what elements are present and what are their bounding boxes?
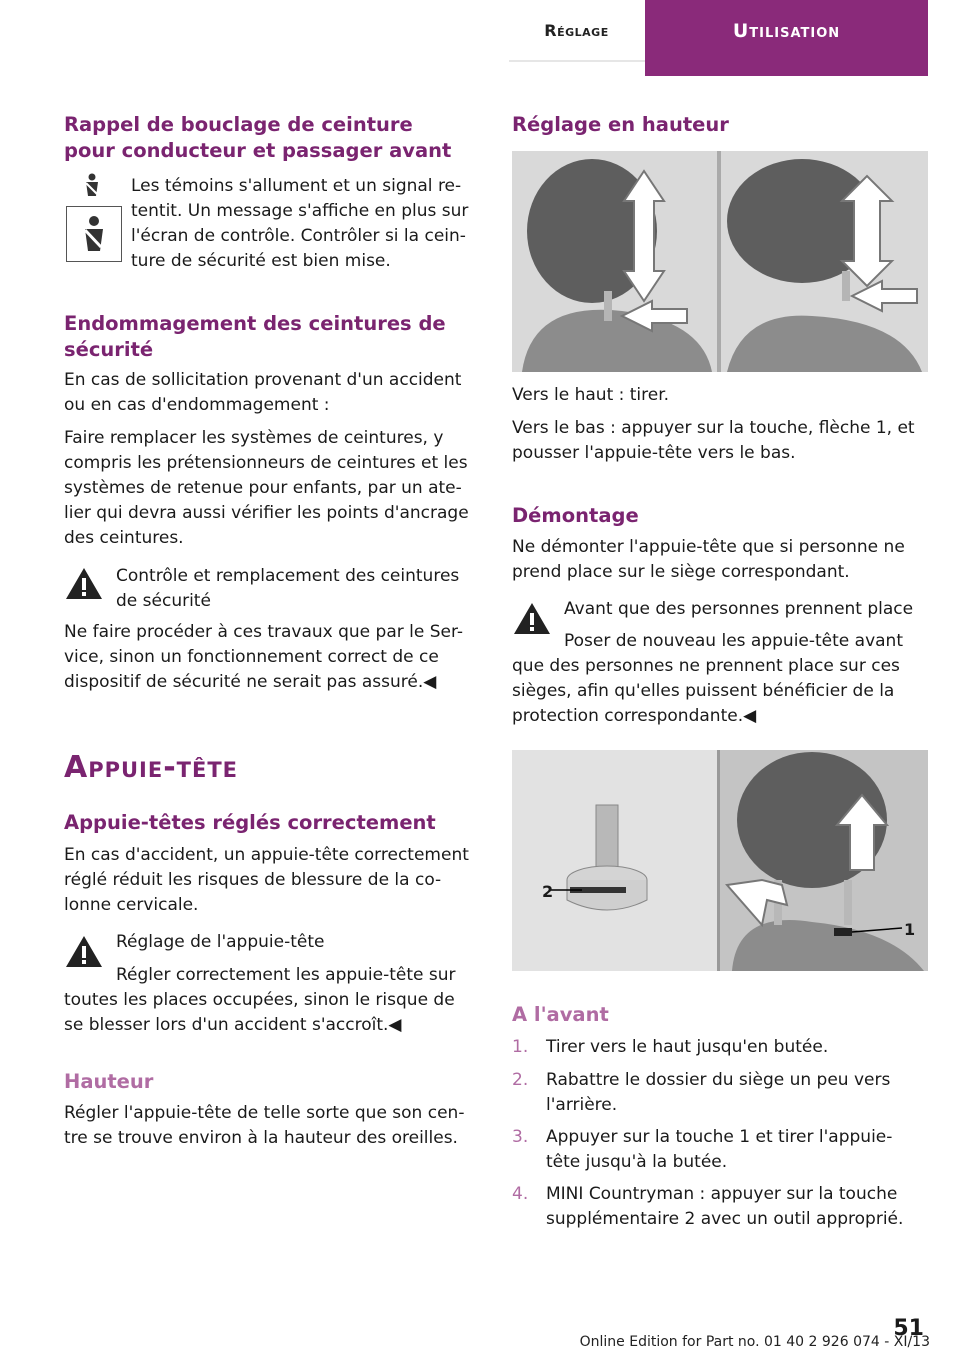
belt-reminder-text: Les témoins s'allument et un signal re-tentit. Un message s'affiche en plus sur l'écran de contrôle. Contrôler si la cein-ture de sécurité est bien mise.	[131, 176, 469, 271]
warning-3-text: Poser de nouveau les appuie-tête avant que des personnes ne prennent place sur ces sièges, afin qu'elles puissent bénéficier de la protection correspondante.◀	[512, 631, 903, 726]
warning-triangle-icon	[64, 566, 104, 602]
heading-removal: Démontage	[512, 504, 639, 527]
warning-2-title: Réglage de l'appuie-tête	[116, 932, 325, 952]
heading-height: Hauteur	[64, 1070, 154, 1093]
correct-headrest-paragraph: En cas d'accident, un appuie-tête correctement réglé réduit les risques de blessure de la co-lonne cervicale.	[64, 845, 469, 915]
heading-belt-reminder: Rappel de bouclage de ceinture pour conducteur et passager avant	[64, 113, 452, 162]
headrest-height-figure	[512, 151, 928, 372]
height-down-text: Vers le bas : appuyer sur la touche, flèche 1, et pousser l'appuie-tête vers le bas.	[512, 418, 915, 463]
edition-footer: Online Edition for Part no. 01 40 2 926 074 - XI/13	[579, 1334, 930, 1350]
removal-steps-list: 1. Tirer vers le haut jusqu'en butée. 2. Rabattre le dossier du siège un peu vers l'arrière. 3. Appuyer sur la touche 1 et tirer l'appuie-tête jusqu'à la butée. 4. MINI Countryman : appuyer sur la touche supplémentaire 2 avec un outil approprié.	[512, 1037, 904, 1229]
removal-paragraph: Ne démonter l'appuie-tête que si personne ne prend place sur le siège correspondant.	[512, 537, 905, 582]
heading-correct-headrest: Appuie-têtes réglés correctement	[64, 811, 436, 834]
heading-headrest: Appuie-tête	[64, 750, 239, 785]
warning-2-text: Régler correctement les appuie-tête sur toutes les places occupées, sinon le risque de se blesser lors d'un accident s'accroît.◀	[64, 965, 456, 1035]
figure-label-2: 2	[542, 882, 554, 901]
damage-paragraph-1: En cas de sollicitation provenant d'un accident ou en cas d'endommagement :	[64, 370, 462, 415]
figure-label-1: 1	[904, 920, 916, 939]
warning-3-title: Avant que des personnes prennent place	[564, 599, 914, 619]
height-up-text: Vers le haut : tirer.	[512, 385, 670, 405]
page-number: 51	[893, 1316, 924, 1341]
headrest-removal-figure	[512, 750, 928, 971]
header-divider	[509, 60, 645, 62]
chapter-tab	[645, 0, 928, 76]
heading-front: A l'avant	[512, 1003, 609, 1026]
seatbelt-small-icon	[80, 172, 104, 198]
heading-height-adjust: Réglage en hauteur	[512, 113, 729, 136]
height-paragraph: Régler l'appuie-tête de telle sorte que son cen-tre se trouve environ à la hauteur des oreilles.	[64, 1103, 465, 1148]
chapter-tab-label: Utilisation	[732, 20, 841, 42]
warning-1-text: Ne faire procéder à ces travaux que par le Ser-vice, sinon un fonctionnement correct de ce dispositif de sécurité ne serait pas assuré.◀	[64, 622, 464, 692]
section-label: Réglage	[544, 20, 609, 40]
seatbelt-warning-icon	[66, 206, 122, 262]
damage-paragraph-2: Faire remplacer les systèmes de ceintures, y compris les prétensionneurs de ceintures et les systèmes de retenue pour enfants, par un ate-lier qui devra aussi vérifier les points d'ancrage des ceintures.	[64, 428, 469, 548]
heading-belt-damage: Endommagement des ceintures de sécurité	[64, 312, 446, 361]
warning-1-title: Contrôle et remplacement des ceintures de sécurité	[116, 566, 460, 611]
